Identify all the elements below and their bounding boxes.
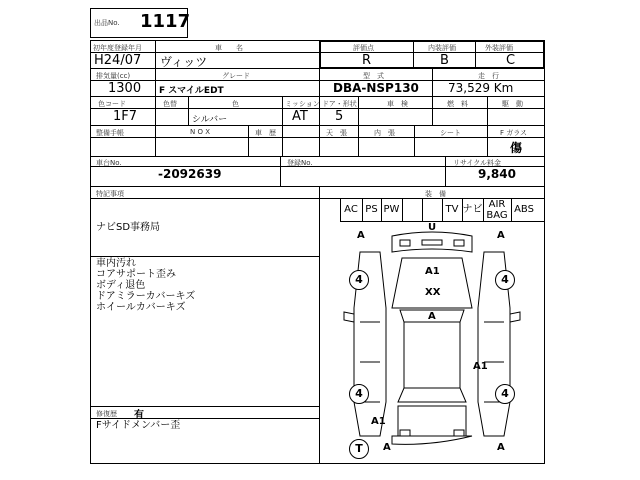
lot-number: 1117 <box>140 11 191 32</box>
headlight-right <box>454 240 464 246</box>
grid-line <box>358 125 359 156</box>
grid-line <box>188 96 189 125</box>
grid-line <box>155 96 156 125</box>
grid-line <box>414 125 415 156</box>
taillight-left <box>400 430 410 436</box>
equipment-label: 装 備 <box>425 190 446 198</box>
left-mirror <box>344 312 354 322</box>
grid-line <box>487 96 488 125</box>
damage-mark: A1 <box>425 266 440 277</box>
recycle-fee-value: 9,840 <box>478 167 516 181</box>
ceiling-label: 天 張 <box>326 129 347 137</box>
grid-line <box>319 125 320 156</box>
grid-line <box>90 156 545 157</box>
rear-window <box>398 388 466 402</box>
grid-line <box>155 125 156 156</box>
spare-tire: T <box>349 439 369 459</box>
equipment-cell-ps: PS <box>365 204 378 215</box>
damage-mark: A <box>497 230 505 241</box>
taillight-right <box>454 430 464 436</box>
tire-rear-left: 4 <box>349 384 369 404</box>
grid-line <box>90 418 319 419</box>
repair-note: Fサイドメンバー歪 <box>96 420 181 431</box>
registration-label: 登録No. <box>287 159 313 167</box>
grid-line <box>90 186 545 187</box>
grid-line <box>90 406 319 407</box>
grid-line <box>445 156 446 186</box>
year-label: 初年度登録年月 <box>93 44 142 52</box>
damage-mark: A <box>497 442 505 453</box>
damage-mark: A1 <box>371 416 386 427</box>
chassis-value: -2092639 <box>158 167 222 181</box>
tire-front-right: 4 <box>495 270 515 290</box>
equipment-cell-abs: ABS <box>514 204 534 215</box>
car-name-value: ヴィッツ <box>160 55 208 69</box>
grade-value: F スマイルEDT <box>159 86 224 96</box>
equipment-cell-tv: TV <box>445 204 459 215</box>
doors-label: ドア・形状 <box>322 100 357 108</box>
fuel-label: 燃 料 <box>447 100 468 108</box>
grid-line <box>90 137 545 138</box>
seat-label: シート <box>440 129 461 137</box>
exterior-grade-value: C <box>506 53 516 68</box>
damage-mark: A <box>357 230 365 241</box>
model-label: 型 式 <box>363 72 384 80</box>
headlight-left <box>400 240 410 246</box>
grid-line <box>319 68 320 96</box>
note-damage-list: 車内汚れ コアサポート歪み ボディ退色 ドアミラーカバーキズ ホイールカバーキズ <box>96 258 196 313</box>
chassis-label: 車台No. <box>96 159 122 167</box>
grid-line <box>282 125 283 156</box>
front-glass-label: F ガラス <box>500 129 528 137</box>
model-value: DBA-NSP130 <box>333 81 419 95</box>
score-label: 評価点 <box>353 44 374 52</box>
car-name-label: 車 名 <box>215 44 243 52</box>
doors-value: 5 <box>335 109 344 124</box>
maintenance-book-label: 整備手帳 <box>96 129 124 137</box>
tailgate <box>398 406 466 436</box>
lot-label: 出品No. <box>94 19 120 27</box>
damage-mark: A1 <box>473 361 488 372</box>
grid-line <box>487 125 488 156</box>
grid-line <box>432 96 433 125</box>
rear-bumper <box>392 436 472 444</box>
mileage-label: 走 行 <box>478 72 499 80</box>
car-damage-diagram <box>320 222 545 464</box>
inspection-label: 車 検 <box>387 100 408 108</box>
color-value: シルバー <box>192 115 228 125</box>
transmission-value: AT <box>292 109 308 124</box>
grid-line <box>432 68 433 96</box>
grid-line <box>248 125 249 156</box>
color-code-label: 色コード <box>98 100 126 108</box>
interior-grade-value: B <box>440 53 449 68</box>
grid-line <box>90 256 319 257</box>
first-registration-value: H24/07 <box>94 53 142 68</box>
color-code-value: 1F7 <box>113 109 138 124</box>
grille <box>422 240 442 245</box>
car-history-label: 車 歴 <box>255 129 276 137</box>
grid-line <box>155 68 156 96</box>
front-bumper <box>392 232 472 252</box>
interior-grade-label: 内装評価 <box>428 44 456 52</box>
recycle-fee-label: リサイクル料金 <box>453 159 502 167</box>
mileage-value: 73,529 Km <box>448 81 514 95</box>
damage-mark: U <box>428 222 437 233</box>
nox-label: N O X <box>190 128 210 136</box>
tire-rear-right: 4 <box>495 384 515 404</box>
tire-front-left: 4 <box>349 270 369 290</box>
equipment-cell-ac: AC <box>344 204 358 215</box>
inner-trim-label: 内 張 <box>374 129 395 137</box>
repair-history-value: 有 <box>134 410 144 421</box>
color-change-label: 色替 <box>163 100 177 108</box>
special-notes-label: 特記事項 <box>96 190 124 198</box>
damage-mark: A <box>383 442 391 453</box>
damage-mark: A <box>428 311 436 322</box>
grid-line <box>358 96 359 125</box>
roof <box>404 322 460 388</box>
equipment-cell-airbag: AIR BAG <box>486 199 508 221</box>
equipment-cell-ナビ: ナビ <box>462 204 483 215</box>
front-glass-value: 傷 <box>510 141 523 155</box>
equipment-cell-pw: PW <box>383 204 400 215</box>
right-mirror <box>510 312 520 322</box>
damage-mark: XX <box>425 287 441 298</box>
grid-line <box>422 198 423 222</box>
grade-label: グレード <box>222 72 250 80</box>
exterior-grade-label: 外装評価 <box>485 44 513 52</box>
displacement-label: 排気量(cc) <box>96 72 131 80</box>
score-value: R <box>362 53 372 68</box>
grid-line <box>402 198 403 222</box>
repair-history-label: 修復歴 <box>96 410 117 418</box>
note-navi: ナビSD事務局 <box>96 222 161 233</box>
grid-line <box>155 40 156 68</box>
grid-line <box>90 96 545 97</box>
transmission-label: ミッション <box>285 100 320 108</box>
grid-line <box>280 156 281 186</box>
displacement-value: 1300 <box>108 81 142 96</box>
grid-line <box>90 125 545 126</box>
grid-line <box>282 96 283 125</box>
color-label: 色 <box>232 100 239 108</box>
drive-label: 駆 動 <box>502 100 523 108</box>
